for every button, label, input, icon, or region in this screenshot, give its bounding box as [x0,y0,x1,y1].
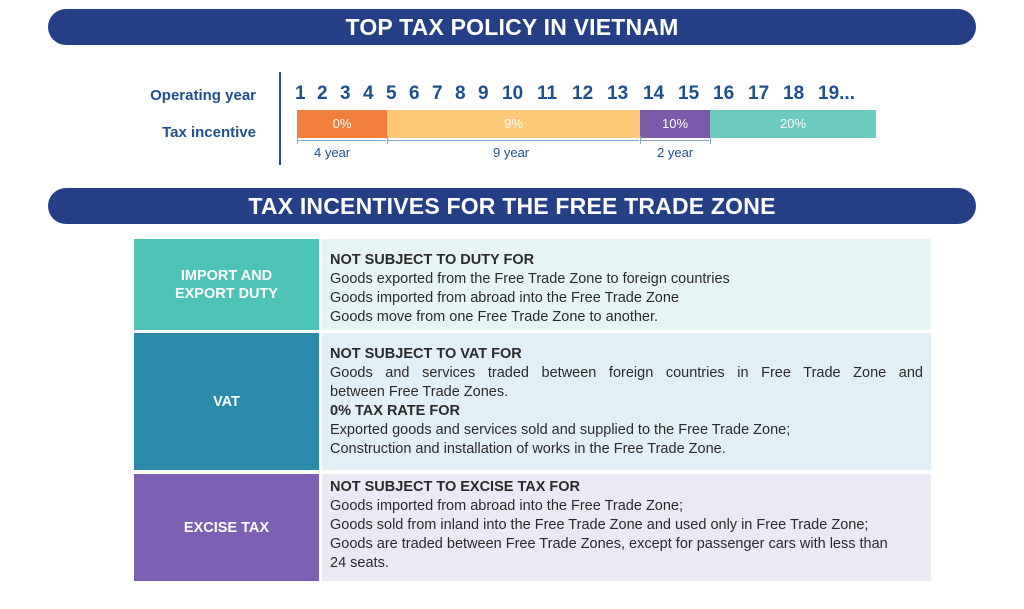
year-number: 14 [643,83,665,104]
category-import-export-duty [134,239,319,330]
duration-label-4y: 4 year [314,145,351,160]
year-number: 10 [502,83,524,104]
operating-year-label: Operating year [150,87,256,104]
year-number: 16 [713,83,735,104]
content-import-export-duty [322,239,931,330]
segment-label: 0% [332,116,352,131]
duration-arrow [641,140,709,141]
content-excise-tax [322,474,931,581]
content-line: Goods are traded between Free Trade Zones, except for passenger cars with less than [330,536,888,552]
timeline-divider [279,72,281,165]
content-vat [322,333,931,470]
year-number: 1 [295,83,306,104]
segment-0pct [297,110,387,138]
category-label: EXCISE TAX [183,519,270,536]
content-line: between Free Trade Zones. [330,384,509,400]
year-number: 15 [678,83,700,104]
duration-tick [297,136,298,144]
content-heading: NOT SUBJECT TO DUTY FOR [330,252,535,268]
year-number: 19... [818,83,855,104]
duration-label-2y: 2 year [657,145,694,160]
year-number: 13 [607,83,629,104]
year-number: 6 [409,83,420,104]
segment-label: 9% [504,116,523,131]
segment-20pct [710,110,876,138]
segment-label: 20% [779,116,807,131]
year-number: 2 [317,83,328,104]
content-line: Exported goods and services sold and supplied to the Free Trade Zone; [330,422,791,438]
category-label: IMPORT AND EXPORT DUTY [174,267,279,302]
content-line: Goods imported from abroad into the Free Trade Zone [330,290,679,306]
year-number: 7 [432,83,443,104]
section-title: TAX INCENTIVES FOR THE FREE TRADE ZONE [48,188,976,224]
year-number: 5 [386,83,397,104]
duration-arrow [298,140,386,141]
year-number: 12 [572,83,594,104]
tax-incentive-label: Tax incentive [162,124,256,141]
duration-arrow [388,140,639,141]
year-number: 17 [748,83,770,104]
page-title: TOP TAX POLICY IN VIETNAM [48,9,976,45]
content-heading: NOT SUBJECT TO EXCISE TAX FOR [330,479,581,495]
content-line: Construction and installation of works in the Free Trade Zone. [330,441,726,457]
year-number: 4 [363,83,374,104]
content-line: Goods sold from inland into the Free Trade Zone and used only in Free Trade Zone; [330,517,869,533]
duration-label-9y: 9 year [493,145,530,160]
segment-9pct [387,110,640,138]
year-number: 8 [455,83,466,104]
content-line: 24 seats. [330,555,389,571]
content-line: Goods imported from abroad into the Free Trade Zone; [330,498,684,514]
year-number: 11 [537,83,558,104]
segment-label: 10% [661,116,689,131]
year-number: 3 [340,83,351,104]
content-line: Goods move from one Free Trade Zone to another. [330,309,659,325]
content-line: Goods and services traded between foreign countries in Free Trade Zone and [330,365,923,381]
content-heading: 0% TAX RATE FOR [330,403,460,419]
year-number: 18 [783,83,805,104]
content-line: Goods exported from the Free Trade Zone to foreign countries [330,271,730,287]
category-label: VAT [213,393,240,410]
category-vat [134,333,319,470]
duration-tick [710,136,711,144]
segment-10pct [640,110,710,138]
category-excise-tax [134,474,319,581]
year-number: 9 [478,83,489,104]
content-heading: NOT SUBJECT TO VAT FOR [330,346,522,362]
